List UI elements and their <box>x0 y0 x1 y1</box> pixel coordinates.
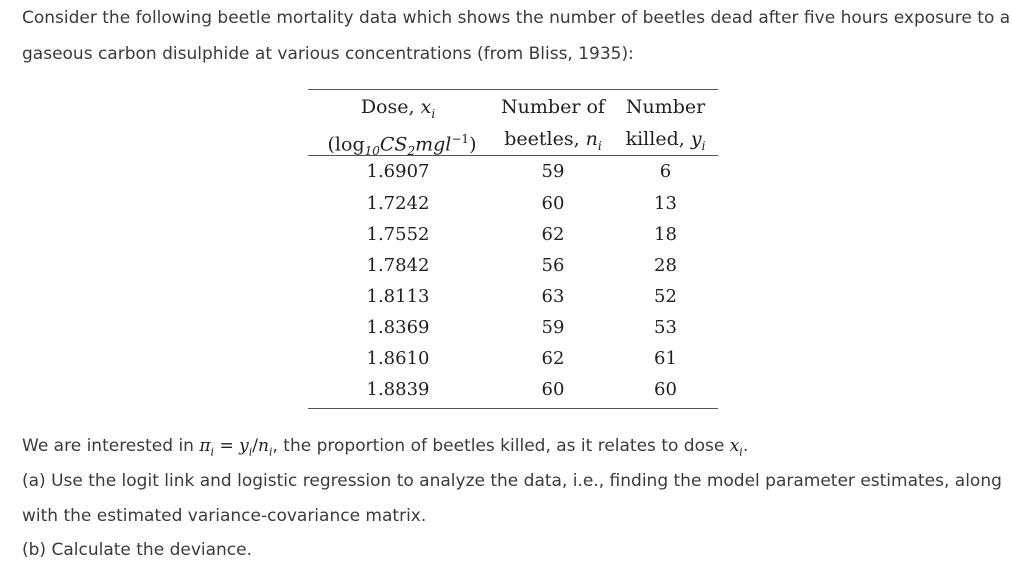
intro-line-2: gaseous carbon disulphide at various concentrations (from Bliss, 1935): <box>22 44 634 64</box>
table-cell-dose: 1.8610 <box>366 348 430 369</box>
part-b: (b) Calculate the deviance. <box>22 540 252 560</box>
table-cell-dose: 1.8113 <box>366 286 430 307</box>
table-cell-n: 59 <box>541 317 565 338</box>
table-cell-n: 60 <box>541 193 565 214</box>
table-cell-n: 62 <box>541 348 565 369</box>
table-cell-n: 56 <box>541 255 565 276</box>
table-cell-n: 62 <box>541 224 565 245</box>
table-cell-y: 61 <box>654 348 677 369</box>
table-cell-y: 6 <box>659 161 672 182</box>
part-a-line-2: with the estimated variance-covariance matrix. <box>22 506 427 526</box>
header-beetles: beetles, $n_i$ <box>504 128 602 153</box>
table-cell-dose: 1.8369 <box>366 317 430 338</box>
header-dose-units: $(\log_{10}CS_2mgl^{-1})$ <box>327 132 477 159</box>
beetle-mortality-table <box>308 89 718 409</box>
intro-line-1: Consider the following beetle mortality data which shows the number of beetles dead after five hours exposure to a <box>22 8 1011 28</box>
table-cell-y: 60 <box>654 379 677 400</box>
table-cell-dose: 1.7242 <box>366 193 430 214</box>
table-cell-dose: 1.8839 <box>366 379 430 400</box>
part-a-line-1: (a) Use the logit link and logistic regression to analyze the data, i.e., finding the model parameter estimates, along <box>22 471 1002 491</box>
table-cell-n: 59 <box>541 161 565 182</box>
header-number-of: Number of <box>501 96 605 118</box>
table-cell-dose: 1.7552 <box>366 224 430 245</box>
table-cell-y: 13 <box>654 193 677 214</box>
header-divider <box>308 155 718 156</box>
table-cell-dose: 1.7842 <box>366 255 430 276</box>
table-cell-y: 52 <box>654 286 677 307</box>
table-cell-n: 63 <box>541 286 565 307</box>
table-cell-n: 60 <box>541 379 565 400</box>
header-killed: killed, $y_i$ <box>625 128 706 153</box>
table-cell-dose: 1.6907 <box>366 161 430 182</box>
header-dose: Dose, $x_i$ <box>360 96 436 121</box>
interest-statement: We are interested in $\pi_i = y_i/n_i$, the proportion of beetles killed, as it relates to dose $x_i$. <box>22 436 749 459</box>
table-cell-y: 28 <box>654 255 677 276</box>
table-cell-y: 18 <box>654 224 677 245</box>
table-cell-y: 53 <box>654 317 677 338</box>
header-number: Number <box>625 96 706 118</box>
